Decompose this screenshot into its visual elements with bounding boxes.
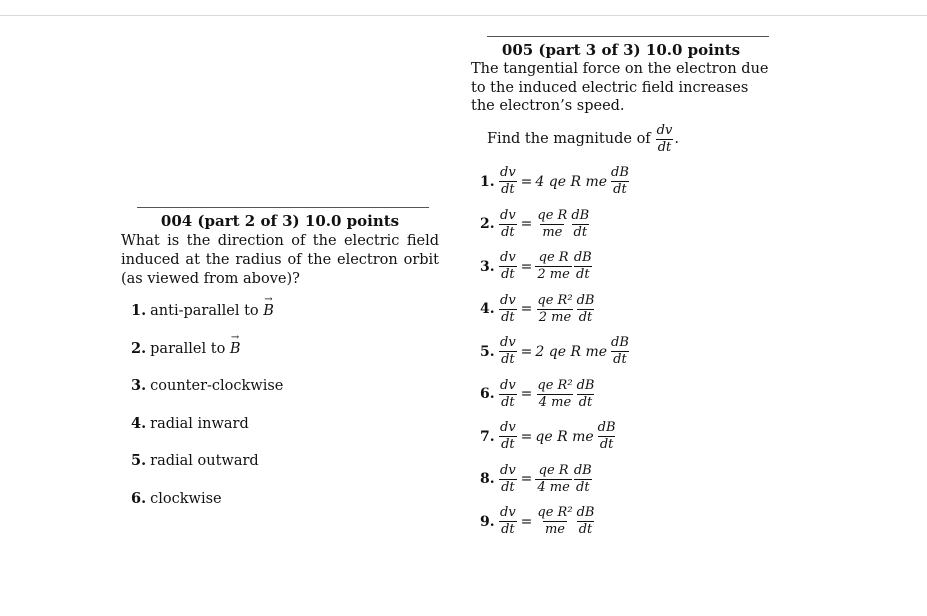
option-3[interactable] (131, 377, 439, 415)
fraction-numerator: dB (576, 377, 595, 393)
db-dt-fraction (572, 251, 594, 282)
equals-sign: = (520, 173, 533, 190)
answer-5[interactable] (480, 331, 771, 374)
vector-b: → B (230, 340, 241, 358)
problem-005-prompt (487, 124, 771, 155)
fraction-numerator: dv (500, 207, 516, 223)
option-text: parallel to (150, 340, 230, 357)
fraction-denominator: dt (501, 224, 515, 240)
vector-b: → B (263, 302, 274, 320)
prompt-period: . (674, 131, 679, 147)
answer-3[interactable] (480, 246, 771, 289)
fraction-numerator: dv (656, 122, 673, 138)
charge-radius-fraction (535, 294, 574, 325)
equals-sign: = (520, 471, 533, 488)
fraction-numerator: qe R² (537, 505, 573, 521)
option-text: clockwise (150, 490, 222, 507)
fraction-numerator: dv (500, 377, 516, 393)
fraction-numerator: qe R (537, 207, 568, 223)
answer-number: 3. (480, 258, 495, 275)
lhs-dv-dt-fraction (498, 506, 518, 537)
fraction-numerator: dv (500, 420, 516, 436)
db-dt-fraction (575, 294, 597, 325)
fraction-denominator: dt (657, 139, 672, 155)
option-text: radial inward (150, 415, 249, 432)
answer-number: 5. (480, 343, 495, 360)
option-text: radial outward (150, 453, 259, 470)
fraction-denominator: dt (613, 352, 627, 368)
db-dt-fraction (596, 421, 618, 452)
equals-sign: = (520, 258, 533, 275)
fraction-numerator: dB (611, 335, 629, 351)
fraction-numerator: dB (573, 250, 592, 266)
fraction-denominator: dt (501, 352, 515, 368)
lhs-dv-dt-fraction (498, 166, 518, 197)
answer-9[interactable] (480, 501, 771, 544)
answer-number: 7. (480, 428, 495, 445)
fraction-numerator: dv (500, 335, 516, 351)
answer-4[interactable] (480, 288, 771, 331)
fraction-denominator: dt (501, 309, 515, 325)
fraction-numerator: dv (500, 165, 516, 181)
dv-dt-fraction (655, 124, 675, 155)
answer-2[interactable] (480, 203, 771, 246)
fraction-denominator: me (542, 224, 563, 240)
option-4[interactable] (131, 415, 439, 453)
problem-005-top-rule (487, 36, 769, 37)
problem-004-top-rule (137, 207, 429, 208)
option-1[interactable] (131, 302, 439, 340)
db-dt-fraction (609, 166, 631, 197)
fraction-denominator: me (544, 522, 565, 538)
problem-005-title: 005 (part 3 of 3) 10.0 points (501, 41, 741, 59)
option-number: 6. (131, 489, 147, 507)
fraction-denominator: 2 me (538, 309, 572, 325)
fraction-denominator: dt (578, 309, 593, 325)
fraction-numerator: dB (611, 165, 629, 181)
problem-005-answers (480, 161, 771, 544)
coefficient-expression: 4 qe R me (535, 173, 608, 190)
fraction-numerator: qe R² (537, 292, 573, 308)
option-number: 1. (131, 302, 147, 319)
fraction-denominator: dt (501, 479, 515, 495)
charge-radius-fraction (535, 379, 574, 410)
lhs-dv-dt-fraction (498, 464, 518, 495)
answer-number: 1. (480, 173, 495, 190)
answer-7[interactable] (480, 416, 771, 459)
fraction-numerator: dv (500, 292, 516, 308)
fraction-numerator: dv (500, 250, 516, 266)
fraction-denominator: dt (576, 479, 590, 495)
equals-sign: = (520, 428, 533, 445)
fraction-denominator: dt (576, 267, 590, 283)
fraction-numerator: qe R² (537, 377, 573, 393)
answer-number: 4. (480, 301, 495, 318)
lhs-dv-dt-fraction (498, 251, 518, 282)
fraction-denominator: dt (501, 522, 515, 538)
problem-004 (121, 207, 439, 528)
db-dt-fraction (575, 506, 597, 537)
fraction-denominator: dt (501, 437, 515, 453)
fraction-numerator: dB (576, 505, 595, 521)
problem-004-options (131, 302, 439, 528)
fraction-numerator: dB (573, 462, 592, 478)
db-dt-fraction (572, 464, 594, 495)
fraction-denominator: dt (501, 182, 515, 198)
answer-1[interactable] (480, 161, 771, 204)
answer-number: 9. (480, 513, 495, 530)
db-dt-fraction (609, 336, 631, 367)
prompt-text: Find the magnitude of (487, 131, 651, 147)
equals-sign: = (520, 301, 533, 318)
charge-radius-fraction (535, 251, 571, 282)
problem-004-title: 004 (part 2 of 3) 10.0 points (160, 212, 400, 230)
answer-8[interactable] (480, 458, 771, 501)
fraction-numerator: dB (576, 292, 595, 308)
option-number: 2. (131, 339, 147, 357)
fraction-numerator: dv (500, 462, 516, 478)
lhs-dv-dt-fraction (498, 336, 518, 367)
lhs-dv-dt-fraction (498, 294, 518, 325)
page-top-divider (0, 15, 927, 16)
problem-005 (471, 36, 771, 543)
coefficient-expression: qe R me (535, 428, 594, 445)
fraction-denominator: 4 me (538, 394, 572, 410)
fraction-numerator: qe R (538, 250, 569, 266)
option-number: 5. (131, 452, 147, 470)
fraction-numerator: dB (597, 420, 616, 436)
charge-radius-fraction (535, 506, 574, 537)
charge-radius-fraction (535, 464, 571, 495)
equals-sign: = (520, 216, 533, 233)
fraction-numerator: dv (500, 505, 516, 521)
fraction-denominator: dt (573, 224, 588, 240)
db-dt-fraction (575, 379, 597, 410)
db-dt-fraction (569, 209, 591, 240)
fraction-numerator: qe R (538, 462, 569, 478)
fraction-denominator: 4 me (537, 479, 570, 495)
option-text: counter-clockwise (150, 378, 284, 395)
option-6[interactable] (131, 490, 439, 528)
equals-sign: = (520, 513, 533, 530)
lhs-dv-dt-fraction (498, 209, 518, 240)
equals-sign: = (520, 386, 533, 403)
option-5[interactable] (131, 452, 439, 490)
option-number: 3. (131, 377, 147, 395)
fraction-numerator: dB (571, 207, 590, 223)
option-text: anti-parallel to (150, 303, 264, 319)
option-number: 4. (131, 414, 147, 432)
fraction-denominator: dt (578, 522, 593, 538)
fraction-denominator: dt (501, 267, 515, 283)
fraction-denominator: dt (599, 437, 614, 453)
lhs-dv-dt-fraction (498, 421, 518, 452)
answer-number: 6. (480, 386, 495, 403)
fraction-denominator: 2 me (537, 267, 570, 283)
fraction-denominator: dt (613, 182, 627, 198)
answer-number: 8. (480, 471, 495, 488)
option-2[interactable] (131, 340, 439, 378)
answer-6[interactable] (480, 373, 771, 416)
coefficient-expression: 2 qe R me (535, 343, 608, 360)
answer-number: 2. (480, 216, 495, 233)
charge-radius-fraction (535, 209, 569, 240)
equals-sign: = (520, 343, 533, 360)
fraction-denominator: dt (578, 394, 593, 410)
lhs-dv-dt-fraction (498, 379, 518, 410)
problem-004-question: What is the direction of the electric field induced at the radius of the electron orbit (as viewed from above)? (121, 233, 439, 287)
problem-005-statement: The tangential force on the electron due to the induced electric field increases the electron’s speed. (471, 61, 769, 114)
fraction-denominator: dt (501, 394, 515, 410)
